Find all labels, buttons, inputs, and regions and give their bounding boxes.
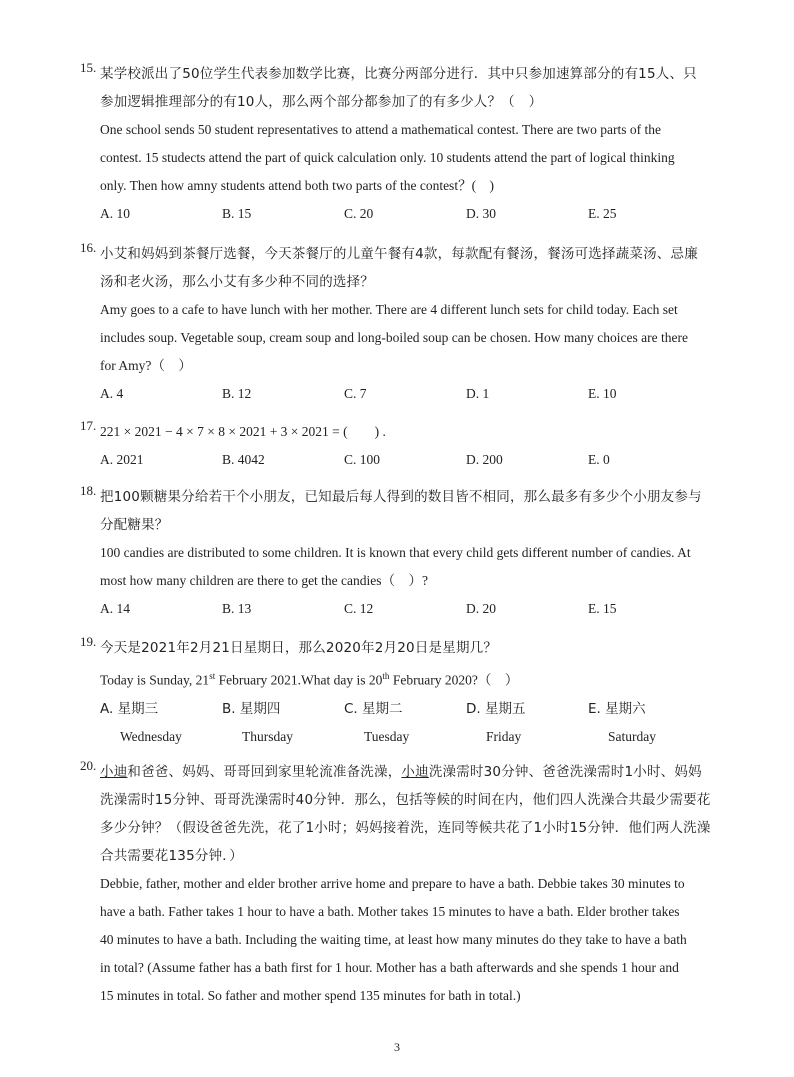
question-text-en: contest. 15 studects attend the part of quick calculation only. 10 students attend the part of logical thinking — [100, 150, 675, 165]
option-e: E. 25 — [588, 206, 617, 221]
question-text-en: have a bath. Father takes 1 hour to have a bath. Mother takes 15 minutes to have a bath. Elder brother takes — [100, 904, 680, 919]
question-text-zh: 参加逻辑推理部分的有10人，那么两个部分都参加了的有多少人？（ ） — [100, 94, 543, 110]
text-part: February 2021.What day is 20 — [215, 672, 383, 688]
question-text-en: 15 minutes in total. So father and mother spend 135 minutes for bath in total.) — [100, 988, 521, 1003]
question-text-zh: 合共需要花135分钟．） — [100, 848, 243, 864]
question-text-en: Debbie, father, mother and elder brother arrive home and prepare to have a bath. Debbie takes 30 minutes to — [100, 876, 685, 891]
question-text-zh: 今天是2021年2月21日星期日，那么2020年2月20日是星期几？ — [100, 640, 498, 656]
option-d-english: Friday — [486, 728, 522, 744]
question-text-en: 100 candies are distributed to some children. It is known that every child gets different number of candies. At — [100, 545, 691, 560]
question-text-en: One school sends 50 student representatives to attend a mathematical contest. There are two parts of the — [100, 122, 661, 137]
question-number: 20. — [80, 758, 97, 773]
option-b: B. 星期四 — [222, 700, 281, 717]
question-number: 19. — [80, 634, 97, 649]
question-number: 17. — [80, 418, 97, 433]
question-15 — [80, 60, 720, 228]
question-20 — [80, 758, 720, 1010]
option-a: A. 星期三 — [100, 700, 159, 717]
answer-options-english — [100, 723, 720, 751]
option-c: C. 7 — [344, 386, 367, 401]
text-part: February 2020?（ ） — [389, 672, 519, 688]
question-text-en: 40 minutes to have a bath. Including the waiting time, at least how many minutes do they take to have a bath — [100, 932, 687, 947]
option-c: C. 100 — [344, 452, 381, 467]
question-text-en — [100, 662, 720, 695]
question-text-zh: 某学校派出了50位学生代表参加数学比赛，比赛分两部分进行．其中只参加速算部分的有15人、只 — [100, 66, 697, 82]
option-d: D. 30 — [466, 206, 496, 221]
question-16 — [80, 240, 720, 408]
option-a: A. 4 — [100, 386, 124, 401]
question-number: 15. — [80, 60, 97, 75]
question-number: 16. — [80, 240, 97, 255]
option-a: A. 14 — [100, 601, 130, 616]
option-d: D. 20 — [466, 601, 496, 616]
name-underlined: 小迪 — [401, 764, 429, 780]
question-17 — [80, 418, 720, 474]
ordinal-suffix: st — [209, 671, 216, 681]
answer-options — [100, 200, 720, 228]
question-19 — [80, 634, 720, 751]
answer-options — [100, 446, 720, 474]
option-a: A. 2021 — [100, 452, 144, 467]
text-part: Today is Sunday, 21 — [100, 672, 210, 688]
question-text-zh — [100, 758, 720, 786]
math-expression: 221 × 2021 − 4 × 7 × 8 × 2021 + 3 × 2021 = ( ) . — [100, 424, 386, 439]
option-b: B. 12 — [222, 386, 252, 401]
question-text-zh: 小艾和妈妈到茶餐厅选餐，今天茶餐厅的儿童午餐有4款，每款配有餐汤，餐汤可选择蔬菜汤、忌廉 — [100, 246, 698, 262]
option-c-english: Tuesday — [364, 728, 410, 744]
option-a: A. 10 — [100, 206, 130, 221]
question-text-zh: 多少分钟？（假设爸爸先洗，花了1小时；妈妈接着洗，连同等候共花了1小时15分钟．他们两人洗澡 — [100, 820, 711, 836]
question-number: 18. — [80, 483, 97, 498]
option-d: D. 星期五 — [466, 700, 526, 717]
option-e: E. 0 — [588, 452, 610, 467]
option-c: C. 12 — [344, 601, 374, 616]
option-b: B. 13 — [222, 601, 252, 616]
answer-options — [100, 595, 720, 623]
option-c: C. 20 — [344, 206, 374, 221]
option-c: C. 星期二 — [344, 700, 403, 717]
question-18 — [80, 483, 720, 623]
option-a-english: Wednesday — [120, 728, 182, 744]
question-text-en: only. Then how amny students attend both two parts of the contest？( ) — [100, 178, 495, 193]
question-text-en: Amy goes to a cafe to have lunch with her mother. There are 4 different lunch sets for child today. Each set — [100, 302, 678, 317]
question-text-en: for Amy?（ ） — [100, 358, 192, 373]
text-part: 洗澡需时30分钟、爸爸洗澡需时1小时、妈妈 — [428, 764, 702, 780]
answer-options — [100, 695, 720, 723]
question-text-zh: 汤和老火汤，那么小艾有多少种不同的选择？ — [100, 274, 374, 290]
option-e-english: Saturday — [608, 728, 656, 744]
option-e: E. 星期六 — [588, 700, 646, 717]
option-b-english: Thursday — [242, 728, 293, 744]
question-text-en: includes soup. Vegetable soup, cream soup and long-boiled soup can be chosen. How many choices are there — [100, 330, 688, 345]
name-underlined: 小迪 — [100, 764, 128, 780]
question-text-zh: 洗澡需时15分钟、哥哥洗澡需时40分钟．那么，包括等候的时间在内，他们四人洗澡合共最少需要花 — [100, 792, 711, 808]
option-e: E. 15 — [588, 601, 617, 616]
question-text-zh: 分配糖果？ — [100, 517, 169, 533]
question-text-en: in total? (Assume father has a bath first for 1 hour. Mother has a bath afterwards and she spends 1 hour and — [100, 960, 679, 975]
option-e: E. 10 — [588, 386, 617, 401]
question-text-zh: 把100颗糖果分给若干个小朋友，已知最后每人得到的数目皆不相同，那么最多有多少个小朋友参与 — [100, 489, 702, 505]
answer-options — [100, 380, 720, 408]
ordinal-suffix: th — [382, 671, 390, 681]
option-b: B. 15 — [222, 206, 252, 221]
text-part: 和爸爸、妈妈、哥哥回到家里轮流准备洗澡， — [127, 764, 402, 780]
page-number: 3 — [394, 1040, 400, 1054]
option-d: D. 1 — [466, 386, 490, 401]
option-b: B. 4042 — [222, 452, 265, 467]
question-text-en: most how many children are there to get the candies（ ）? — [100, 573, 429, 588]
option-d: D. 200 — [466, 452, 503, 467]
